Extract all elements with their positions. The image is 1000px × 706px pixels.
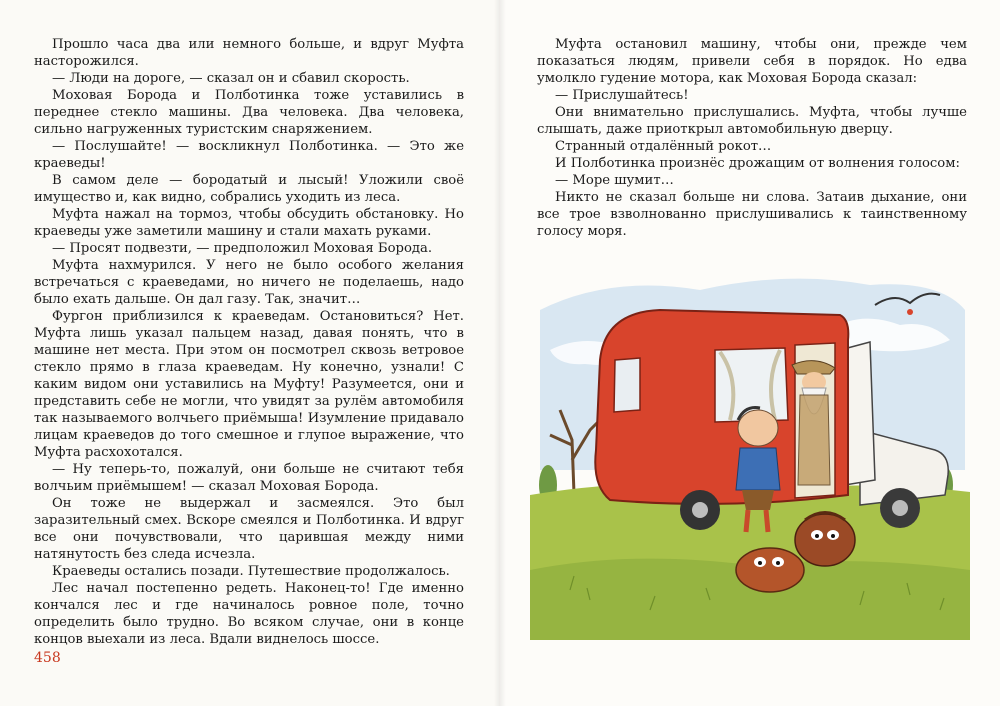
paragraph: Он тоже не выдержал и засмеялся. Это был заразительный смех. Вскоре смеялся и Полботинка. И вдруг все они почувствовали, что царившая между ними натянутость без следа исчезла. [34,496,464,562]
caravan-window [614,358,640,412]
paragraph: — Послушайте! — воскликнул Полботинка. — Это же краеведы! [34,139,464,171]
paragraph: В самом деле — бородатый и лысый! Уложили своё имущество и, как видно, собрались уходить из леса. [34,173,464,205]
paragraph: Краеведы остались позади. Путешествие продолжалось. [52,564,450,579]
right-text-column [537,36,967,240]
paragraph: Муфта нажал на тормоз, чтобы обсудить обстановку. Но краеведы уже заметили машину и стали махать руками. [34,207,464,239]
paragraph: Муфта нахмурился. У него не было особого желания встречаться с краеведами, но ничего не поделаешь, надо было ехать дальше. Он дал газу. Так, значит… [34,258,464,307]
book-gutter [494,0,506,706]
furry-creature [795,513,855,567]
page-number: 458 [34,650,61,666]
paragraph: Странный отдалённый рокот… [555,139,772,154]
paragraph: — Прислушайтесь! [555,88,689,103]
caravan-illustration [530,270,970,640]
furry-creature [736,548,804,592]
paragraph: Фургон приблизился к краеведам. Остановиться? Нет. Муфта лишь указал пальцем назад, давая понять, что в машине нет места. При этом он посмотрел сквозь ветровое стекло прямо в глаза краеведам. Ну конечно, узнали! С каким видом они уставились на Муфту! Разумеется, они и представить себе не могли, что увидят за рулём автомобиля так называемого волчьего приёмыша! Изумление придавало лицам краеведов до того смешное и глупое выражение, что Муфта расхохотался. [34,309,464,460]
left-text-column [34,36,464,648]
paragraph: — Просят подвезти, — предположил Моховая Борода. [52,241,433,256]
paragraph: И Полботинка произнёс дрожащим от волнения голосом: [555,156,960,171]
paragraph: — Ну теперь-то, пожалуй, они больше не считают тебя волчьим приёмышем! — сказал Моховая Борода. [34,462,464,494]
paragraph: Они внимательно прислушались. Муфта, чтобы лучше слышать, даже приоткрыл автомобильную дверцу. [537,105,967,137]
paragraph: Моховая Борода и Полботинка тоже уставились в переднее стекло машины. Два человека. Два человека, сильно нагруженных туристским снаряжением. [34,88,464,137]
paragraph: — Люди на дороге, — сказал он и сбавил скорость. [52,71,410,86]
paragraph: Лес начал постепенно редеть. Наконец-то! Где именно кончался лес и где начиналось ровное поле, точно определить было трудно. Во всяком случае, они в конце концов выехали из леса. Вдали виднелось шоссе. [34,581,464,647]
paragraph: — Море шумит… [555,173,674,188]
paragraph: Прошло часа два или немного больше, и вдруг Муфта насторожился. [34,37,464,69]
paragraph: Никто не сказал больше ни слова. Затаив дыхание, они все трое взволнованно прислушивались к таинственному голосу моря. [537,190,967,239]
paragraph: Муфта остановил машину, чтобы они, прежде чем показаться людям, привели себя в порядок. Но едва умолкло гудение мотора, как Моховая Борода сказал: [537,37,967,86]
